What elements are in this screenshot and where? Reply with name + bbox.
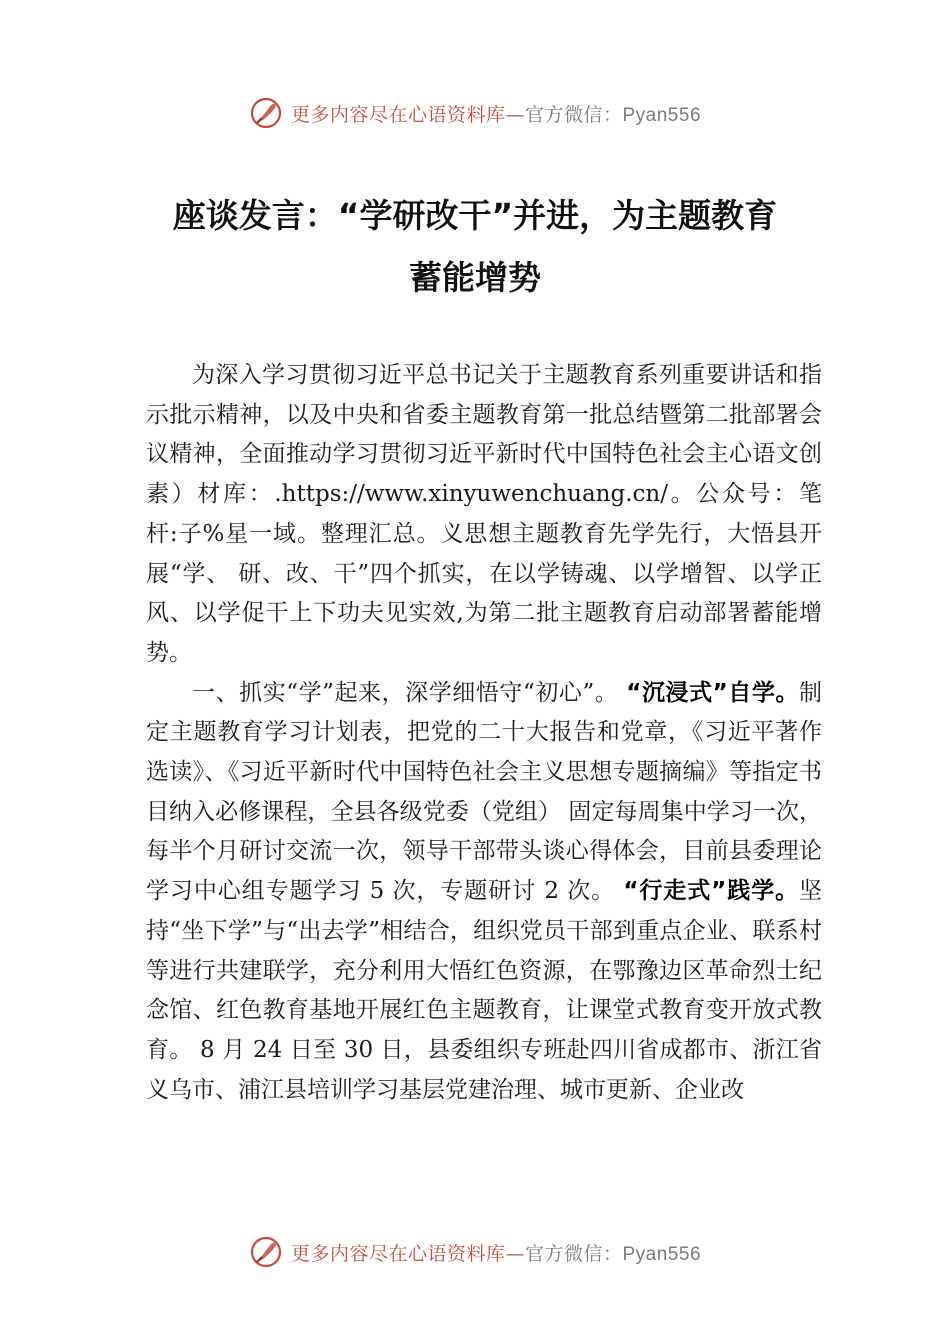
watermark-wechat-label: 官方微信：: [524, 103, 623, 126]
document-body: [146, 356, 822, 1110]
watermark-text: [291, 1239, 701, 1266]
title-line-1: 座谈发言：“学研改干”并进，为主题教育: [172, 196, 778, 235]
watermark-wechat-id: Pyan556: [622, 104, 702, 126]
watermark-dash: —: [505, 1242, 525, 1265]
bold-lead-walking-study: “行走式”践学。: [623, 878, 800, 905]
watermark-wechat-id: Pyan556: [622, 1243, 702, 1265]
quill-pen-icon: [249, 1235, 283, 1269]
section-1-text-1: 制定主题教育学习计划表，把党的二十大报告和党章，《习近平著作选读》、《习近平新时代中国特色社会主义思想专题摘编》等指定书目纳入必修课程，全县各级党委（党组） 固定每周集中学习一次，每半个月研讨交流一次，领导干部带头谈心得体会，目前县委理论学习中心组专题学习 5 次，专题研讨 2 次。: [146, 679, 823, 905]
watermark-dash: —: [505, 103, 525, 126]
section-1-text-2: 坚持“坐下学”与“出去学”相结合，组织党员干部到重点企业、联系村等进行共建联学，充分利用大悟红色资源，在鄂豫边区革命烈士纪念馆、红色教育基地开展红色主题教育，让课堂式教育变开放式教育。 8 月 24 日至 30 日，县委组织专班赴四川省成都市、浙江省义乌市、浦江县培训学习基层党建治理、城市更新、企业改: [146, 878, 823, 1103]
paragraph-intro: 为深入学习贯彻习近平总书记关于主题教育系列重要讲话和指示批示精神，以及中央和省委主题教育第一批总结暨第二批部署会议精神，全面推动学习贯彻习近平新时代中国特色社会主心语文创素）材库：.https://www.xinyuwenchuang.cn/。公众号：笔杆:子%星一域。整理汇总。义思想主题教育先学先行，大悟县开展“学、 研、改、干”四个抓实，在以学铸魂、以学增智、以学正风、以学促干上下功夫见实效,为第二批主题教育启动部署蓄能增势。: [146, 362, 822, 666]
page-title: [100, 185, 850, 309]
footer-watermark: [0, 1235, 950, 1269]
watermark-site-text: 更多内容尽在心语资料库: [290, 1242, 506, 1265]
title-line-2: 蓄能增势: [409, 258, 541, 297]
watermark-text: [291, 100, 701, 127]
section-1-heading: 一、抓实“学”起来，深学细悟守“初心”。: [192, 679, 619, 706]
quill-pen-icon: [249, 96, 283, 130]
header-watermark: [0, 96, 950, 130]
watermark-site-text: 更多内容尽在心语资料库: [290, 103, 506, 126]
watermark-wechat-label: 官方微信：: [524, 1242, 623, 1265]
paragraph-section-1: [146, 674, 822, 1111]
bold-lead-immersive-study: “沉浸式”自学。: [626, 679, 800, 706]
